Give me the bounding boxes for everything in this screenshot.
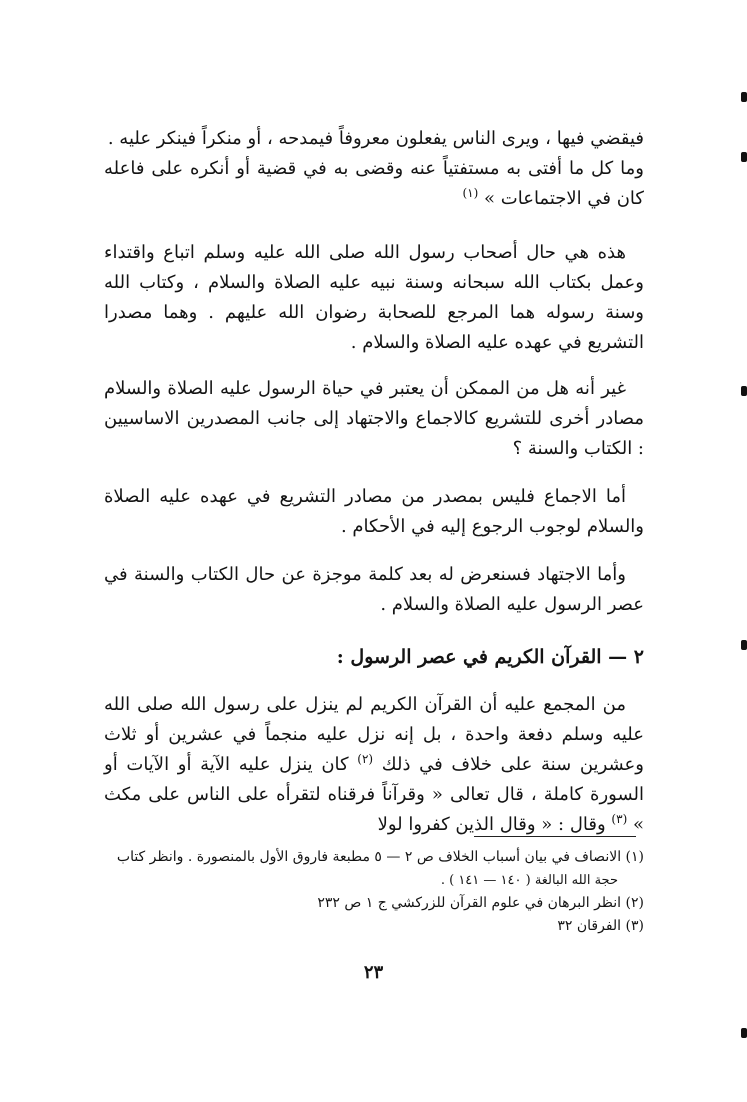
footnote-divider xyxy=(474,836,636,837)
paragraph-7 xyxy=(104,690,644,840)
paragraph-7-part-c: وقال : « وقال الذين كفروا لولا xyxy=(377,814,606,835)
paragraph-5: أما الاجماع فليس بمصدر من مصادر التشريع في عهده عليه الصلاة والسلام لوجوب الرجوع إليه في الأحكام . xyxy=(104,486,644,537)
footnote-1: (١) الانصاف في بيان أسباب الخلاف ص ٢ — ٥ مطبعة فاروق الأول بالمنصورة . وانظر كتاب xyxy=(116,849,644,865)
footnote-ref-3: (٣) xyxy=(611,812,628,826)
section-heading: ٢ — القرآن الكريم في عصر الرسول : xyxy=(336,646,644,668)
paragraph-2-text: وما كل ما أفتى به مستفتياً عنه وقضى به في قضية أو أنكره على فاعله كان في الاجتماعات » xyxy=(104,158,644,209)
footnote-3: (٣) الفرقان ٣٢ xyxy=(557,918,644,934)
paragraph-3: هذه هي حال أصحاب رسول الله صلى الله عليه وسلم اتباع واقتداء وعمل بكتاب الله سبحانه وسنة نبيه عليه الصلاة والسلام ، وكتاب الله وسنة رسوله هما المرجع للصحابة رضوان الله عليهم . وهما مصدرا التشريع في عهده عليه الصلاة والسلام . xyxy=(104,242,644,353)
footnotes xyxy=(104,846,644,938)
opening-text xyxy=(104,124,644,214)
paragraph-7-part-b: كان ينزل عليه الآية أو الآيات أو السورة كاملة ، قال تعالى « وقرآناً فرقناه لتقرأه على الناس على مكث » xyxy=(104,754,644,835)
page-number: ٢٣ xyxy=(363,962,384,983)
paragraph-2 xyxy=(104,154,644,214)
margin-mark xyxy=(741,1028,747,1038)
paragraph-6: وأما الاجتهاد فسنعرض له بعد كلمة موجزة عن حال الكتاب والسنة في عصر الرسول عليه الصلاة والسلام . xyxy=(104,564,644,615)
paragraph-7-part-a: من المجمع عليه أن القرآن الكريم لم ينزل على رسول الله صلى الله عليه وسلم دفعة واحدة ، بل إنه نزل عليه منجماً في عشرين أو ثلاث وعشرين سنة على خلاف في ذلك xyxy=(104,694,644,775)
footnote-ref-1: (١) xyxy=(462,186,479,200)
margin-mark xyxy=(741,92,747,102)
margin-mark xyxy=(741,152,747,162)
margin-mark xyxy=(741,640,747,650)
footnote-ref-2: (٢) xyxy=(357,752,374,766)
paragraph-4: غير أنه هل من الممكن أن يعتبر في حياة الرسول عليه الصلاة والسلام مصادر أخرى للتشريع كالاجماع والاجتهاد إلى جانب المصدرين الاساسيين : الكتاب والسنة ؟ xyxy=(104,378,644,459)
margin-mark xyxy=(741,386,747,396)
footnote-1-continuation: حجة الله البالغة ( ١٤٠ — ١٤١ ) . xyxy=(440,873,618,888)
paragraph-1: فيقضي فيها ، ويرى الناس يفعلون معروفاً فيمدحه ، أو منكراً فينكر عليه . xyxy=(107,128,644,149)
footnote-2: (٢) انظر البرهان في علوم القرآن للزركشي ج ١ ص ٢٣٢ xyxy=(317,895,644,911)
